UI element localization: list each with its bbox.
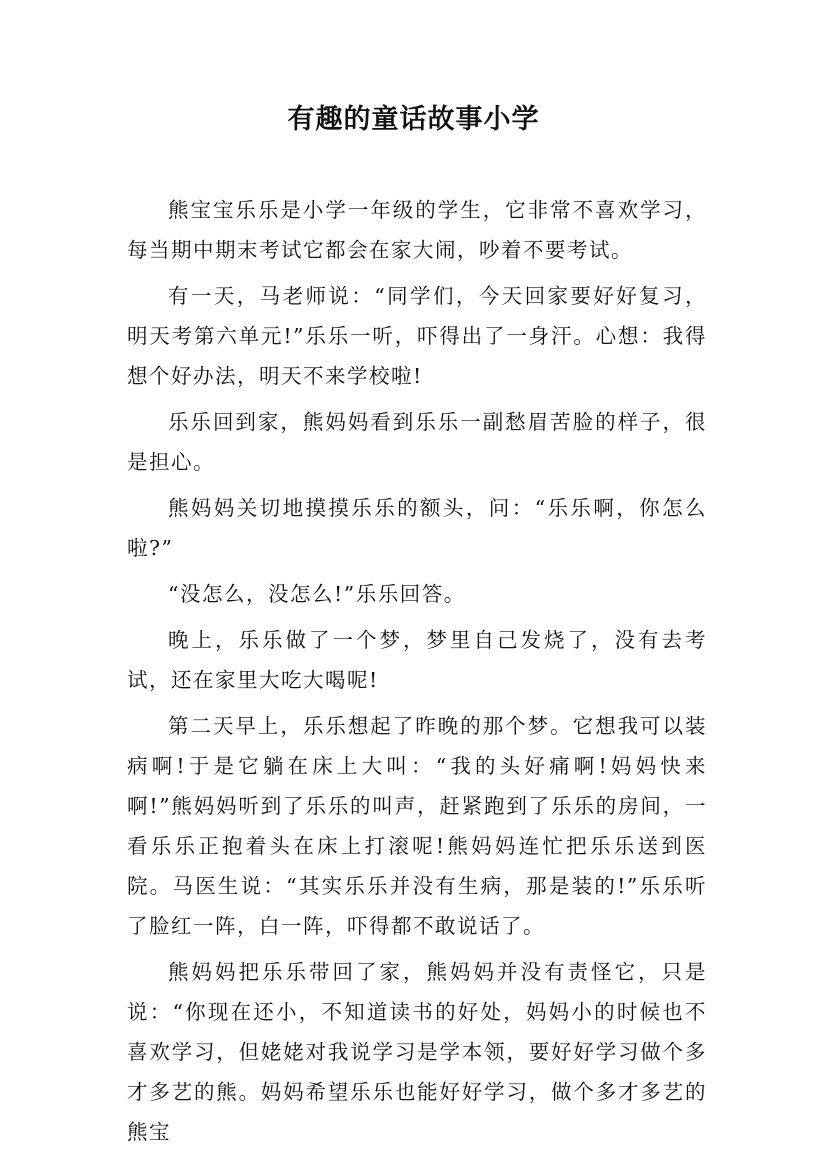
paragraph: 熊妈妈关切地摸摸乐乐的额头，问：“乐乐啊，你怎么啦?” [127, 496, 707, 560]
document-body [127, 190, 707, 1158]
paragraph: 熊宝宝乐乐是小学一年级的学生，它非常不喜欢学习，每当期中期末考试它都会在家大闹，吵着不要考试。 [127, 198, 707, 262]
paragraph: 乐乐回到家，熊妈妈看到乐乐一副愁眉苦脸的样子，很是担心。 [127, 410, 707, 474]
document-title: 有趣的童话故事小学 [287, 104, 540, 135]
paragraph: 第二天早上，乐乐想起了昨晚的那个梦。它想我可以装病啊!于是它躺在床上大叫：“我的头好痛啊!妈妈快来啊!”熊妈妈听到了乐乐的叫声，赶紧跑到了乐乐的房间，一看乐乐正抱着头在床上打滚呢!熊妈妈连忙把乐乐送到医院。马医生说：“其实乐乐并没有生病，那是装的!”乐乐听了脸红一阵，白一阵，吓得都不敢说话了。 [127, 714, 707, 938]
paragraph: 有一天，马老师说：“同学们，今天回家要好好复习，明天考第六单元!”乐乐一听，吓得出了一身汗。心想：我得想个好办法，明天不来学校啦! [127, 284, 707, 388]
paragraph: “没怎么，没怎么!”乐乐回答。 [168, 582, 466, 606]
paragraph: 熊妈妈把乐乐带回了家，熊妈妈并没有责怪它，只是说：“你现在还小，不知道读书的好处，妈妈小的时候也不喜欢学习，但姥姥对我说学习是学本领，要好好学习做个多才多艺的熊。妈妈希望乐乐也能好好学习，做个多才多艺的熊宝 [127, 960, 707, 1144]
paragraph: 晚上，乐乐做了一个梦，梦里自己发烧了，没有去考试，还在家里大吃大喝呢! [127, 628, 707, 692]
